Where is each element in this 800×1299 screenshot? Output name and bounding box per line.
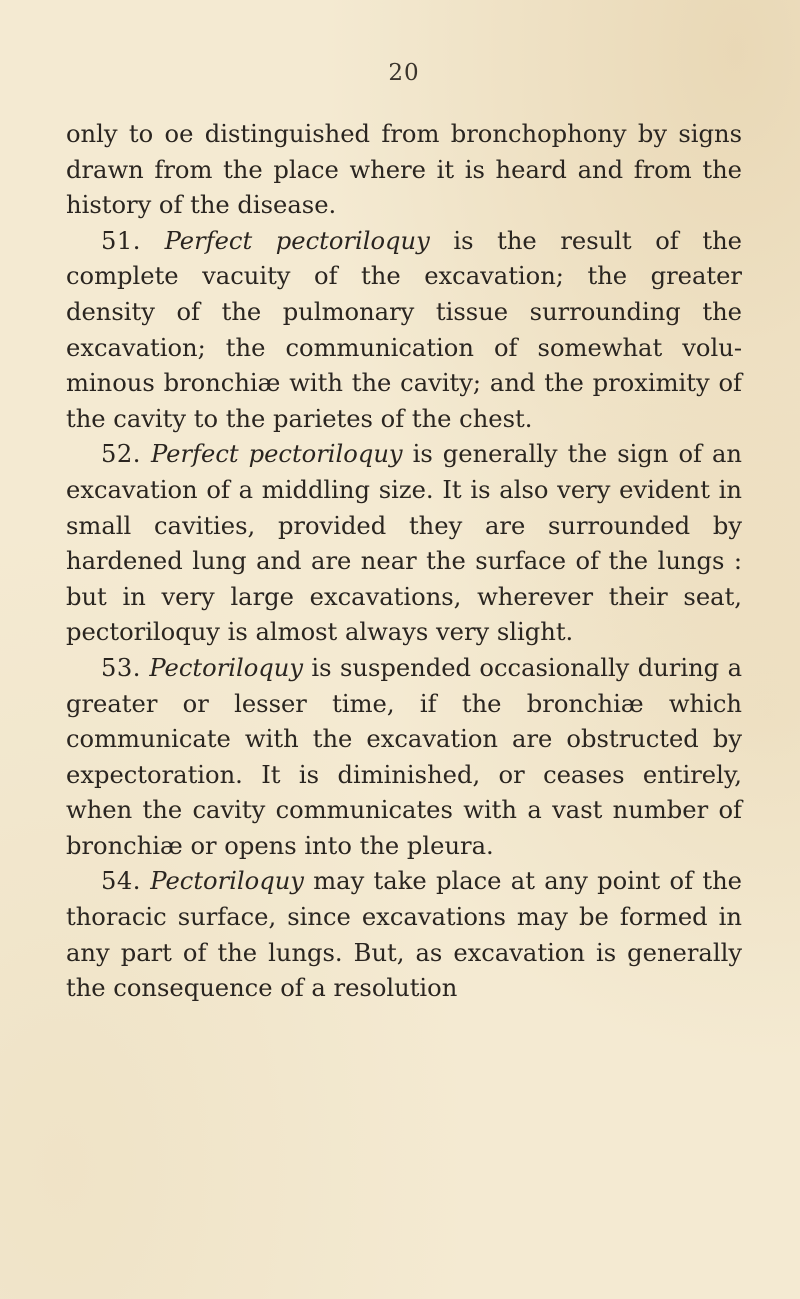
body-text xyxy=(66,117,742,1007)
paragraph-text: may take place at any point of the thoracic surface, since excavations may be formed in any part of the lungs. But, as excavation is generally the consequence of a resolution xyxy=(66,867,742,1003)
paragraph-54 xyxy=(66,864,742,1006)
paragraph-number: 54. xyxy=(101,867,141,896)
paragraph-53 xyxy=(66,651,742,865)
paragraph-continuation xyxy=(66,117,742,224)
book-page xyxy=(66,0,742,1299)
page-number: 20 xyxy=(388,60,420,86)
italic-term: Pectoriloquy xyxy=(149,653,304,682)
italic-term: Perfect pectoriloquy xyxy=(164,226,430,255)
paragraph-51 xyxy=(66,224,742,438)
italic-term: Perfect pectoriloquy xyxy=(151,440,403,469)
paragraph-text: is the result of the complete vacuity of the excavation; the greater density of the pulmonary tissue surrounding the excavation; the communication of somewhat voluminous bronchiæ with the cavity; and the proximity of the cavity to the parietes of the chest. xyxy=(66,226,742,433)
paragraph-text: is suspended occasionally during a greater or lesser time, if the bronchiæ which communicate with the excavation are obstructed by expectoration. It is diminished, or ceases entirely, when the cavity communicates with a vast number of bronchiæ or opens into the pleura. xyxy=(66,653,742,860)
paragraph-text: only to oe distinguished from bronchophony by signs drawn from the place where it is heard and from the history of the disease. xyxy=(66,120,742,220)
paragraph-number: 51. xyxy=(101,226,141,255)
paragraph-number: 52. xyxy=(101,440,141,469)
paragraph-number: 53. xyxy=(101,653,141,682)
paragraph-text: is generally the sign of an excavation of a middling size. It is also very evident in small cavities, provided they are surrounded by hardened lung and are near the surface of the lungs : but in very large excavations, wherever their seat, pectoriloquy is almost always very slight. xyxy=(66,440,743,647)
paragraph-52 xyxy=(66,437,742,651)
italic-term: Pectoriloquy xyxy=(150,867,304,896)
